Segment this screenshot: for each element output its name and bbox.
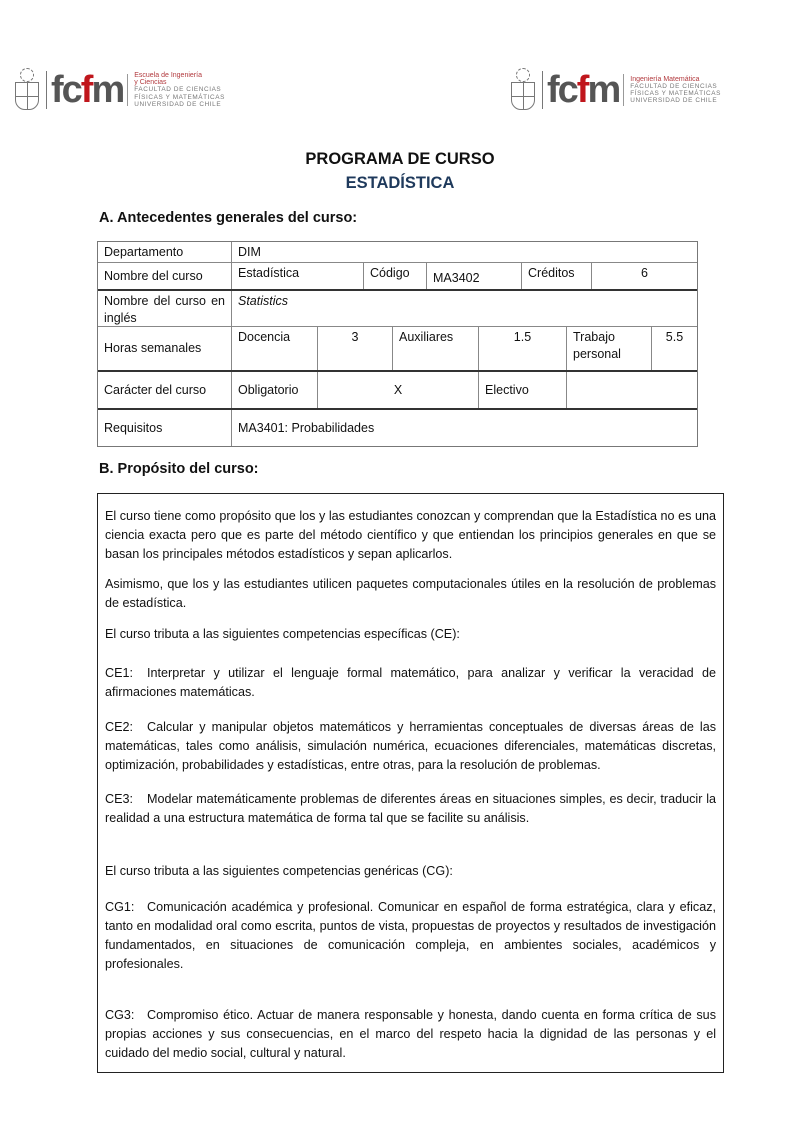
ce-intro: El curso tributa a las siguientes competencias específicas (CE):: [105, 627, 460, 641]
logo-divider: [542, 71, 543, 109]
section-a-heading: A. Antecedentes generales del curso:: [99, 210, 358, 226]
purpose-box: [97, 493, 724, 1073]
page-title: PROGRAMA DE CURSO: [305, 150, 495, 168]
logo-line: UNIVERSIDAD DE CHILE: [134, 100, 222, 108]
course-title: ESTADÍSTICA: [345, 174, 455, 192]
fcfm-wordmark: fcfm: [547, 69, 620, 111]
row-nombre-ingles: [98, 291, 697, 327]
auxiliares-label: Auxiliares: [392, 327, 478, 370]
competencia-text: Modelar matemáticamente problemas de diferentes áreas en situaciones simples, es decir, traducir la realidad a una estructura matemática de forma tal que se facilite su análisis.: [105, 792, 716, 825]
competencia-text: Compromiso ético. Actuar de manera responsable y honesta, dando cuenta en forma crítica de sus propias acciones y sus consecuencias, en el marco del respeto hacia la dignidad de las personas y el cuidado del medio social, cultural y natural.: [105, 1008, 716, 1060]
purpose-paragraph: Asimismo, que los y las estudiantes utilicen paquetes computacionales útiles en la resolución de problemas de estadística.: [105, 577, 716, 610]
logo-escuela-ingenieria: [14, 68, 225, 112]
departamento-value: DIM: [231, 242, 697, 262]
docencia-label: Docencia: [231, 327, 317, 370]
cg-intro: El curso tributa a las siguientes competencias genéricas (CG):: [105, 864, 453, 878]
row-nombre-curso: [98, 263, 697, 291]
logo-text: [134, 72, 225, 108]
trabajo-personal-label: Trabajo personal: [566, 327, 651, 370]
competencia-code: CE1:: [105, 666, 133, 680]
logo-line: FACULTAD DE CIENCIAS: [134, 86, 222, 94]
horas-label: Horas semanales: [104, 341, 202, 355]
nombre-ingles-label: Nombre del curso en inglés: [104, 294, 225, 325]
logo-line: UNIVERSIDAD DE CHILE: [630, 97, 718, 105]
trabajo-personal-value: 5.5: [651, 327, 697, 370]
competencia-code: CE3:: [105, 792, 133, 806]
row-horas-semanales: [98, 327, 697, 372]
logo-line: Ingeniería Matemática: [630, 75, 700, 83]
competencia-text: Interpretar y utilizar el lenguaje formal matemático, para analizar y verificar la veracidad de afirmaciones matemáticas.: [105, 666, 716, 699]
row-caracter: [98, 372, 697, 410]
logo-text: [630, 76, 721, 105]
codigo-label: Código: [363, 263, 426, 289]
codigo-value: MA3402: [426, 263, 521, 289]
logo-line: FÍSICAS Y MATEMÁTICAS: [630, 90, 721, 97]
competencia-ce1: [105, 664, 716, 702]
university-crest-icon: [14, 68, 40, 112]
logo-line: FACULTAD DE CIENCIAS: [630, 82, 718, 90]
logo-line: FÍSICAS Y MATEMÁTICAS: [134, 93, 225, 101]
competencia-ce3: [105, 790, 716, 828]
auxiliares-value: 1.5: [478, 327, 566, 370]
competencia-ce2: [105, 718, 716, 775]
logo-line: y Ciencias: [134, 79, 167, 87]
course-info-table: [97, 241, 698, 447]
electivo-mark: [566, 372, 697, 408]
logo-line: Escuela de Ingeniería: [134, 71, 202, 79]
logo-divider: [46, 71, 47, 109]
competencia-text: Comunicación académica y profesional. Comunicar en español de forma estratégica, clara y eficaz, tanto en modalidad oral como escrita, puntos de vista, propuestas de proyectos y resultados de investigación fundamentados, en situaciones de comunicación compleja, en ambientes sociales, académicos y profesionales.: [105, 900, 716, 971]
nombre-value: Estadística: [231, 263, 363, 289]
logo-ingenieria-matematica: [510, 68, 721, 112]
creditos-value: 6: [591, 263, 697, 289]
competencia-code: CG1:: [105, 900, 135, 914]
requisitos-value: MA3401: Probabilidades: [231, 410, 697, 446]
fcfm-wordmark: fcfm: [51, 69, 124, 111]
logo-divider: [127, 74, 128, 106]
logo-divider: [623, 74, 624, 106]
row-departamento: [98, 242, 697, 263]
requisitos-label: Requisitos: [104, 420, 163, 435]
section-b-heading: B. Propósito del curso:: [99, 461, 259, 477]
competencia-text: Calcular y manipular objetos matemáticos y herramientas conceptuales de diversas áreas de las matemáticas, tales como análisis, simulación numérica, ecuaciones diferenciales, matemáticas discretas, optimización, probabilidades y estadísticas, entre otras, para la resolución de problemas.: [105, 720, 716, 772]
competencia-cg3: [105, 1006, 716, 1063]
departamento-label: Departamento: [104, 245, 184, 259]
electivo-label: Electivo: [478, 372, 566, 408]
nombre-label: Nombre del curso: [104, 268, 203, 283]
caracter-label: Carácter del curso: [104, 382, 207, 397]
competencia-code: CE2:: [105, 720, 133, 734]
obligatorio-label: Obligatorio: [231, 372, 317, 408]
docencia-value: 3: [317, 327, 392, 370]
obligatorio-mark: X: [317, 372, 478, 408]
competencia-code: CG3:: [105, 1008, 135, 1022]
row-requisitos: [98, 410, 697, 446]
nombre-ingles-value: Statistics: [231, 291, 697, 326]
university-crest-icon: [510, 68, 536, 112]
creditos-label: Créditos: [521, 263, 591, 289]
competencia-cg1: [105, 898, 716, 974]
purpose-paragraph: El curso tiene como propósito que los y las estudiantes conozcan y comprendan que la Estadística no es una ciencia exacta pero que es parte del método científico y que entiendan los principios generales en que se basan los principales métodos estadísticos y sepan aplicarlos.: [105, 509, 716, 561]
